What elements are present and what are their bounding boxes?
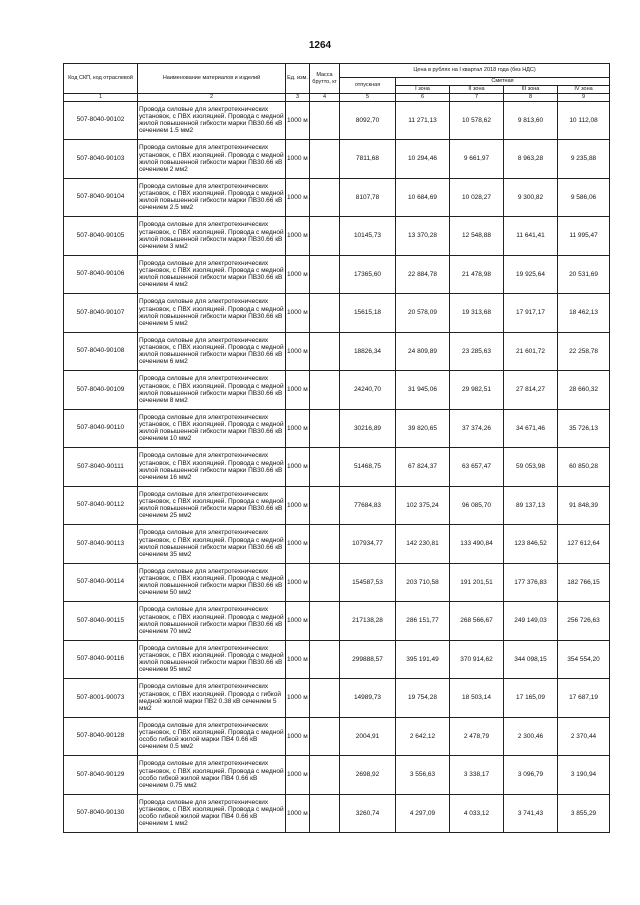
item-code: 507-8040-90111	[64, 448, 138, 487]
item-name: Провода силовые для электротехнических установок, с ПВХ изоляцией. Провода с медной жилой повышенной гибкости марки ПВ30.66 кВ сечением 10 мм2	[138, 409, 286, 448]
item-unit: 1000 м	[286, 756, 310, 795]
price-zone-4: 91 848,39	[558, 486, 610, 525]
price-zone-2: 191 201,51	[450, 563, 504, 602]
price-zone-4: 17 687,19	[558, 679, 610, 718]
price-zone-4: 354 554,20	[558, 640, 610, 679]
price-zone-1: 395 191,49	[396, 640, 450, 679]
price-zone-1: 31 945,06	[396, 371, 450, 410]
item-name: Провода силовые для электротехнических установок, с ПВХ изоляцией. Провода с медной жилой повышенной гибкости марки ПВ30.66 кВ сечением 16 мм2	[138, 448, 286, 487]
item-unit: 1000 м	[286, 679, 310, 718]
price-zone-3: 123 846,52	[504, 525, 558, 564]
item-unit: 1000 м	[286, 217, 310, 256]
item-name: Провода силовые для электротехнических установок, с ПВХ изоляцией. Провода с медной жилой повышенной гибкости марки ПВ30.66 кВ сечением 50 мм2	[138, 563, 286, 602]
table-row	[64, 717, 610, 756]
item-mass	[310, 448, 340, 487]
price-release: 14989,73	[340, 679, 396, 718]
price-release: 24240,70	[340, 371, 396, 410]
price-zone-2: 12 548,88	[450, 217, 504, 256]
price-release: 8092,70	[340, 101, 396, 140]
item-mass	[310, 640, 340, 679]
price-zone-3: 177 376,83	[504, 563, 558, 602]
item-mass	[310, 717, 340, 756]
price-release: 18826,34	[340, 332, 396, 371]
price-zone-1: 19 754,28	[396, 679, 450, 718]
item-mass	[310, 140, 340, 179]
item-code: 507-8040-90103	[64, 140, 138, 179]
price-zone-3: 249 149,03	[504, 602, 558, 641]
item-code: 507-8040-90102	[64, 101, 138, 140]
item-unit: 1000 м	[286, 602, 310, 641]
item-unit: 1000 м	[286, 717, 310, 756]
item-mass	[310, 679, 340, 718]
price-zone-4: 3 190,94	[558, 756, 610, 795]
item-code: 507-8040-90115	[64, 602, 138, 641]
price-zone-4: 20 531,69	[558, 255, 610, 294]
price-zone-1: 102 375,24	[396, 486, 450, 525]
table-row	[64, 525, 610, 564]
price-release: 15615,18	[340, 294, 396, 333]
price-zone-4: 256 726,63	[558, 602, 610, 641]
price-zone-1: 24 809,89	[396, 332, 450, 371]
item-name: Провода силовые для электротехнических установок, с ПВХ изоляцией. Провода с медной жилой повышенной гибкости марки ПВ30.66 кВ сечением 6 мм2	[138, 332, 286, 371]
price-zone-1: 4 297,09	[396, 794, 450, 833]
table-row	[64, 178, 610, 217]
price-zone-3: 19 925,64	[504, 255, 558, 294]
price-zone-3: 3 741,43	[504, 794, 558, 833]
price-zone-2: 37 374,26	[450, 409, 504, 448]
col-index: 7	[450, 94, 504, 102]
table-row	[64, 756, 610, 795]
item-mass	[310, 332, 340, 371]
item-unit: 1000 м	[286, 101, 310, 140]
price-zone-1: 2 642,12	[396, 717, 450, 756]
price-zone-3: 9 813,60	[504, 101, 558, 140]
item-code: 507-8040-90116	[64, 640, 138, 679]
price-zone-3: 8 963,28	[504, 140, 558, 179]
price-release: 8107,78	[340, 178, 396, 217]
table-row	[64, 679, 610, 718]
item-name: Провода силовые для электротехнических установок, с ПВХ изоляцией. Провода с медной жилой повышенной гибкости марки ПВ30.66 кВ сечением 2 мм2	[138, 140, 286, 179]
table-row	[64, 101, 610, 140]
header-price-group: Цена в рублях на I квартал 2018 года (без НДС)	[340, 64, 610, 78]
col-index: 9	[558, 94, 610, 102]
price-zone-1: 3 556,63	[396, 756, 450, 795]
item-name: Провода силовые для электротехнических установок, с ПВХ изоляцией. Провода с медной жилой повышенной гибкости марки ПВ30.66 кВ сечением 3 мм2	[138, 217, 286, 256]
item-unit: 1000 м	[286, 525, 310, 564]
price-zone-3: 59 053,98	[504, 448, 558, 487]
item-code: 507-8040-90107	[64, 294, 138, 333]
table-row	[64, 217, 610, 256]
item-unit: 1000 м	[286, 140, 310, 179]
item-code: 507-8040-90128	[64, 717, 138, 756]
price-release: 10145,73	[340, 217, 396, 256]
item-unit: 1000 м	[286, 486, 310, 525]
price-zone-2: 268 566,67	[450, 602, 504, 641]
col-index: 6	[396, 94, 450, 102]
price-zone-4: 35 726,13	[558, 409, 610, 448]
item-name: Провода силовые для электротехнических установок, с ПВХ изоляцией. Провода с медной жилой повышенной гибкости марки ПВ30.66 кВ сечением 70 мм2	[138, 602, 286, 641]
price-zone-3: 2 300,46	[504, 717, 558, 756]
page-number: 1264	[308, 40, 332, 51]
price-release: 217138,28	[340, 602, 396, 641]
price-zone-2: 4 033,12	[450, 794, 504, 833]
price-zone-2: 63 657,47	[450, 448, 504, 487]
price-release: 2004,91	[340, 717, 396, 756]
item-unit: 1000 м	[286, 178, 310, 217]
price-release: 77684,83	[340, 486, 396, 525]
item-name: Провода силовые для электротехнических установок, с ПВХ изоляцией. Провода с медной особо гибкой жилой марки ПВ4 0.66 кВ сечением 1 мм2	[138, 794, 286, 833]
price-release: 30216,89	[340, 409, 396, 448]
item-name: Провода силовые для электротехнических установок, с ПВХ изоляцией. Провода с медной особо гибкой жилой марки ПВ4 0.66 кВ сечением 0.75 мм2	[138, 756, 286, 795]
price-zone-1: 142 230,81	[396, 525, 450, 564]
price-zone-4: 11 995,47	[558, 217, 610, 256]
price-zone-1: 203 710,58	[396, 563, 450, 602]
table-row	[64, 486, 610, 525]
price-zone-4: 2 370,44	[558, 717, 610, 756]
item-unit: 1000 м	[286, 640, 310, 679]
price-zone-2: 10 578,62	[450, 101, 504, 140]
header-zone-3: III зона	[504, 86, 558, 94]
price-zone-1: 286 151,77	[396, 602, 450, 641]
price-release: 3260,74	[340, 794, 396, 833]
price-zone-2: 3 338,17	[450, 756, 504, 795]
price-zone-1: 67 824,37	[396, 448, 450, 487]
item-name: Провода силовые для электротехнических установок, с ПВХ изоляцией. Провода с медной жилой повышенной гибкости марки ПВ30.66 кВ сечением 8 мм2	[138, 371, 286, 410]
price-zone-3: 3 096,79	[504, 756, 558, 795]
price-zone-4: 60 850,28	[558, 448, 610, 487]
price-zone-3: 17 165,09	[504, 679, 558, 718]
item-name: Провода силовые для электротехнических установок, с ПВХ изоляцией. Провода с медной жилой повышенной гибкости марки ПВ30.66 кВ сечением 1.5 мм2	[138, 101, 286, 140]
header-zone-2: II зона	[450, 86, 504, 94]
header-release: отпускная	[340, 78, 396, 94]
price-zone-4: 9 235,88	[558, 140, 610, 179]
table-row	[64, 409, 610, 448]
price-zone-4: 10 112,08	[558, 101, 610, 140]
item-mass	[310, 525, 340, 564]
item-unit: 1000 м	[286, 563, 310, 602]
price-zone-1: 10 294,46	[396, 140, 450, 179]
item-unit: 1000 м	[286, 255, 310, 294]
item-unit: 1000 м	[286, 409, 310, 448]
item-mass	[310, 371, 340, 410]
price-zone-1: 11 271,13	[396, 101, 450, 140]
price-zone-2: 21 478,98	[450, 255, 504, 294]
item-mass	[310, 101, 340, 140]
price-zone-3: 11 641,41	[504, 217, 558, 256]
table-row	[64, 371, 610, 410]
header-row-top	[64, 64, 610, 78]
item-code: 507-8040-90108	[64, 332, 138, 371]
item-mass	[310, 486, 340, 525]
item-mass	[310, 217, 340, 256]
price-release: 2698,92	[340, 756, 396, 795]
item-name: Провода силовые для электротехнических установок, с ПВХ изоляцией. Провода с медной особо гибкой жилой марки ПВ4 0.66 кВ сечением 0.5 мм2	[138, 717, 286, 756]
item-code: 507-8040-90113	[64, 525, 138, 564]
item-unit: 1000 м	[286, 794, 310, 833]
col-index: 5	[340, 94, 396, 102]
price-release: 299888,57	[340, 640, 396, 679]
price-zone-3: 21 601,72	[504, 332, 558, 371]
table-row	[64, 294, 610, 333]
col-index: 3	[286, 94, 310, 102]
header-code: Код СКП, код отраслевой	[64, 64, 138, 94]
price-zone-3: 27 814,27	[504, 371, 558, 410]
item-name: Провода силовые для электротехнических установок, с ПВХ изоляцией. Провода с медной жилой повышенной гибкости марки ПВ30.66 кВ сечением 25 мм2	[138, 486, 286, 525]
table-row	[64, 794, 610, 833]
price-release: 154587,53	[340, 563, 396, 602]
header-unit: Ед. изм.	[286, 64, 310, 94]
header-estimate: Сметная	[396, 78, 610, 86]
item-mass	[310, 255, 340, 294]
price-zone-2: 18 503,14	[450, 679, 504, 718]
header-name: Наименование материалов и изделий	[138, 64, 286, 94]
table-row	[64, 255, 610, 294]
col-index: 1	[64, 94, 138, 102]
price-zone-2: 133 490,84	[450, 525, 504, 564]
item-unit: 1000 м	[286, 448, 310, 487]
item-name: Провода силовые для электротехнических установок, с ПВХ изоляцией. Провода с медной жилой повышенной гибкости марки ПВ30.66 кВ сечением 35 мм2	[138, 525, 286, 564]
price-release: 51468,75	[340, 448, 396, 487]
price-zone-2: 9 661,97	[450, 140, 504, 179]
price-zone-3: 89 137,13	[504, 486, 558, 525]
item-code: 507-8040-90114	[64, 563, 138, 602]
table-row	[64, 640, 610, 679]
item-code: 507-8040-90109	[64, 371, 138, 410]
item-mass	[310, 294, 340, 333]
header-zone-4: IV зона	[558, 86, 610, 94]
price-zone-3: 344 098,15	[504, 640, 558, 679]
table-row	[64, 140, 610, 179]
price-zone-1: 39 820,65	[396, 409, 450, 448]
item-code: 507-8001-90073	[64, 679, 138, 718]
table-row	[64, 563, 610, 602]
item-code: 507-8040-90106	[64, 255, 138, 294]
item-name: Провода силовые для электротехнических установок, с ПВХ изоляцией. Провода с медной жилой повышенной гибкости марки ПВ30.66 кВ сечением 4 мм2	[138, 255, 286, 294]
table-row	[64, 448, 610, 487]
price-zone-1: 13 370,28	[396, 217, 450, 256]
price-zone-4: 9 586,06	[558, 178, 610, 217]
table-row	[64, 602, 610, 641]
col-index: 2	[138, 94, 286, 102]
table-body	[64, 101, 610, 833]
item-name: Провода силовые для электротехнических установок, с ПВХ изоляцией. Провода с гибкой медной жилой марки ПВ2 0.38 кВ сечением 5 мм2	[138, 679, 286, 718]
price-release: 7811,68	[340, 140, 396, 179]
item-mass	[310, 178, 340, 217]
price-zone-4: 3 855,29	[558, 794, 610, 833]
col-index: 8	[504, 94, 558, 102]
item-mass	[310, 409, 340, 448]
price-table	[63, 63, 610, 833]
price-zone-1: 10 684,69	[396, 178, 450, 217]
price-zone-2: 10 028,27	[450, 178, 504, 217]
item-name: Провода силовые для электротехнических установок, с ПВХ изоляцией. Провода с медной жилой повышенной гибкости марки ПВ30.66 кВ сечением 95 мм2	[138, 640, 286, 679]
price-zone-2: 23 285,63	[450, 332, 504, 371]
table-row	[64, 332, 610, 371]
price-zone-1: 22 884,78	[396, 255, 450, 294]
item-name: Провода силовые для электротехнических установок, с ПВХ изоляцией. Провода с медной жилой повышенной гибкости марки ПВ30.66 кВ сечением 2.5 мм2	[138, 178, 286, 217]
item-mass	[310, 756, 340, 795]
item-name: Провода силовые для электротехнических установок, с ПВХ изоляцией. Провода с медной жилой повышенной гибкости марки ПВ30.66 кВ сечением 5 мм2	[138, 294, 286, 333]
price-zone-2: 29 982,51	[450, 371, 504, 410]
price-zone-4: 127 612,64	[558, 525, 610, 564]
item-mass	[310, 602, 340, 641]
price-zone-4: 28 660,32	[558, 371, 610, 410]
price-zone-3: 9 300,82	[504, 178, 558, 217]
price-release: 107934,77	[340, 525, 396, 564]
header-mass: Масса брутто, кг	[310, 64, 340, 94]
item-mass	[310, 563, 340, 602]
item-code: 507-8040-90130	[64, 794, 138, 833]
item-code: 507-8040-90104	[64, 178, 138, 217]
col-index: 4	[310, 94, 340, 102]
column-index-row	[64, 94, 610, 102]
item-unit: 1000 м	[286, 371, 310, 410]
price-zone-3: 17 917,17	[504, 294, 558, 333]
item-unit: 1000 м	[286, 294, 310, 333]
header-zone-1: I зона	[396, 86, 450, 94]
price-zone-4: 18 462,13	[558, 294, 610, 333]
price-zone-2: 96 085,70	[450, 486, 504, 525]
item-code: 507-8040-90105	[64, 217, 138, 256]
price-zone-2: 2 478,79	[450, 717, 504, 756]
price-zone-4: 182 766,15	[558, 563, 610, 602]
price-zone-2: 19 313,68	[450, 294, 504, 333]
item-code: 507-8040-90129	[64, 756, 138, 795]
price-zone-2: 370 914,62	[450, 640, 504, 679]
item-code: 507-8040-90112	[64, 486, 138, 525]
price-zone-3: 34 671,46	[504, 409, 558, 448]
item-unit: 1000 м	[286, 332, 310, 371]
price-release: 17365,60	[340, 255, 396, 294]
price-zone-4: 22 258,78	[558, 332, 610, 371]
item-mass	[310, 794, 340, 833]
price-zone-1: 20 578,09	[396, 294, 450, 333]
item-code: 507-8040-90110	[64, 409, 138, 448]
